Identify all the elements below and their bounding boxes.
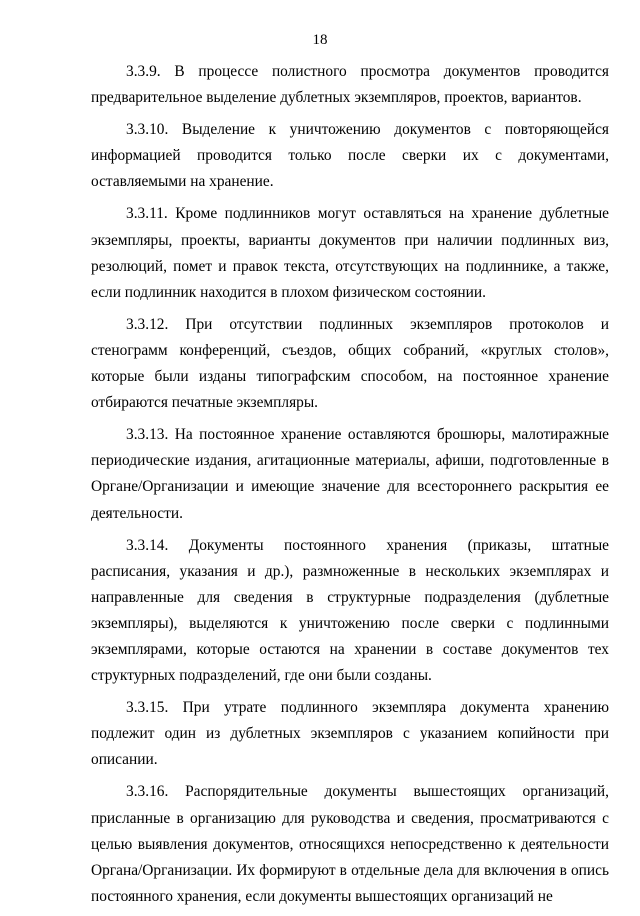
page-number: 18 (312, 32, 328, 48)
paragraph-3-3-10: 3.3.10. Выделение к уничтожению документов с повторяющейся информацией проводится только после сверки их с документами, оставляемыми на хранение. (91, 121, 609, 191)
document-body (91, 59, 609, 916)
paragraph-3-3-15: 3.3.15. При утрате подлинного экземпляра документа хранению подлежит один из дублетных экземпляров с указанием копийности при описании. (91, 699, 609, 769)
paragraph-3-3-16: 3.3.16. Распорядительные документы вышестоящих организаций, присланные в организацию для руководства и сведения, просматриваются с целью выявления документов, относящихся непосредственно к деятельности Органа/Организации. Их формируют в отдельные дела для включения в опись постоянного хранения, если документы вышестоящих организаций не (91, 783, 609, 905)
paragraph-3-3-11: 3.3.11. Кроме подлинников могут оставляться на хранение дублетные экземпляры, проекты, варианты документов при наличии подлинных виз, резолюций, помет и правок текста, отсутствующих на подлиннике, а также, если подлинник находится в плохом физическом состоянии. (91, 205, 609, 301)
paragraph-3-3-13: 3.3.13. На постоянное хранение оставляются брошюры, малотиражные периодические издания, агитационные материалы, афиши, подготовленные в Органе/Организации и имеющие значение для всестороннего раскрытия ее деятельности. (91, 426, 609, 522)
paragraph-3-3-9: 3.3.9. В процессе полистного просмотра документов проводится предварительное выделение дублетных экземпляров, проектов, вариантов. (91, 63, 609, 107)
paragraph-3-3-14: 3.3.14. Документы постоянного хранения (приказы, штатные расписания, указания и др.), размноженные в нескольких экземплярах и направленные для сведения в структурные подразделения (дублетные экземпляры), выделяются к уничтожению после сверки с подлинными экземплярами, которые остаются на хранении в составе документов тех структурных подразделений, где они были созданы. (91, 536, 609, 685)
paragraph-3-3-12: 3.3.12. При отсутствии подлинных экземпляров протоколов и стенограмм конференций, съездов, общих собраний, «круглых столов», которые были изданы типографским способом, на постоянное хранение отбираются печатные экземпляры. (91, 315, 609, 412)
